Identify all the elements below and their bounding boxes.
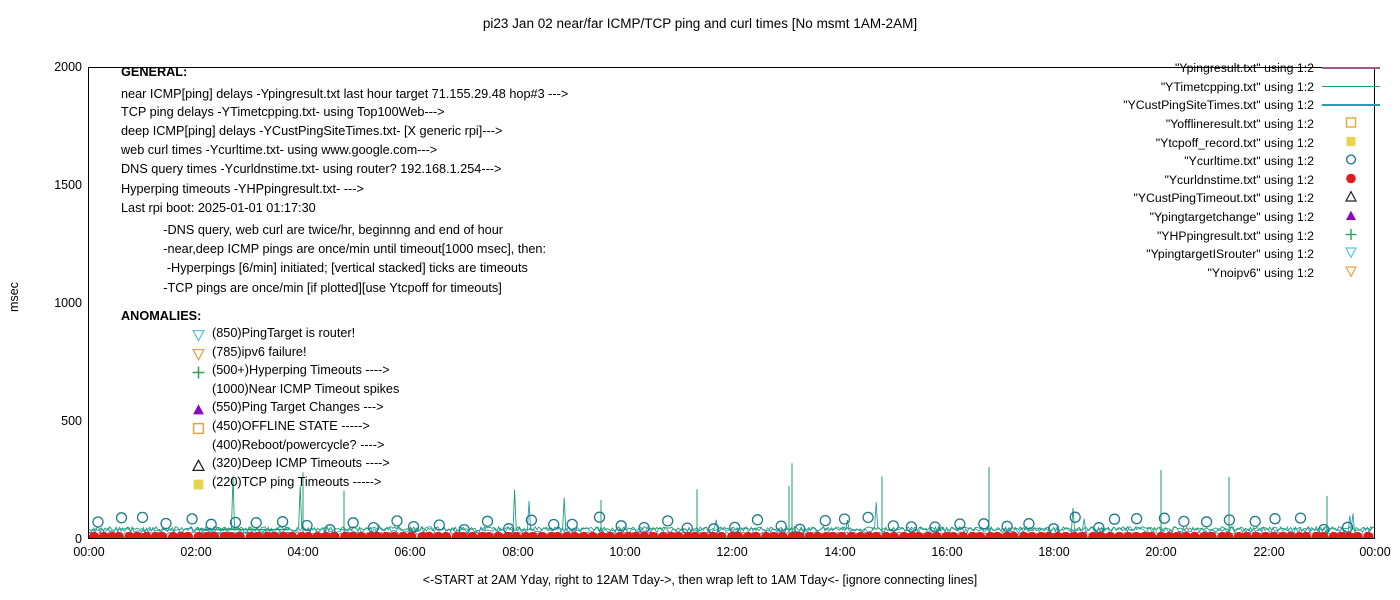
x-tick-6: 12:00: [716, 545, 748, 559]
x-tick-9: 18:00: [1038, 545, 1070, 559]
legend-key-plus-icon: [1322, 227, 1380, 245]
legend-key-tri-down-open-icon: [1322, 264, 1380, 282]
legend-key-circle-fill-icon: [1322, 171, 1380, 189]
plus-icon: [192, 366, 205, 382]
tri-down-open-icon: [192, 348, 205, 364]
legend-key-line-icon: [1322, 59, 1380, 77]
legend-label: "Yofflineresult.txt" using 1:2: [1165, 117, 1314, 132]
y-tick-1500: 1500: [54, 178, 82, 192]
anomaly-label: (850)PingTarget is router!: [212, 326, 356, 340]
legend-key-square-fill-icon: [1322, 134, 1380, 152]
legend-item: [1050, 115, 1380, 134]
page-title: pi23 Jan 02 near/far ICMP/TCP ping and curl times [No msmt 1AM-2AM]: [482, 16, 918, 31]
x-tick-8: 16:00: [931, 545, 963, 559]
legend-label: "YpingtargetISrouter" using 1:2: [1146, 247, 1314, 262]
legend-label: "Ypingresult.txt" using 1:2: [1174, 61, 1314, 76]
x-tick-0: 00:00: [73, 545, 105, 559]
anomaly-item: [188, 419, 608, 438]
general-line-9: -Hyperpings [6/min] initiated; [vertical stacked] ticks are timeouts: [121, 261, 528, 275]
x-tick-10: 20:00: [1145, 545, 1177, 559]
legend-key-circle-open-icon: [1322, 152, 1380, 170]
anomaly-label: (1000)Near ICMP Timeout spikes: [212, 381, 400, 396]
legend-label: "Ycurltime.txt" using 1:2: [1184, 154, 1314, 169]
general-line-1: TCP ping delays -YTimetcpping.txt- using Top100Web--->: [121, 105, 445, 119]
legend-key-line-icon: [1322, 96, 1380, 114]
anomaly-label: (320)Deep ICMP Timeouts ---->: [212, 456, 390, 471]
anomaly-label: (785)ipv6 failure!: [212, 344, 307, 359]
general-line-3: web curl times -Ycurltime.txt- using www.google.com--->: [121, 143, 438, 157]
anomaly-item: [188, 326, 608, 345]
general-line-0: near ICMP[ping] delays -Ypingresult.txt last hour target 71.155.29.48 hop#3 --->: [121, 87, 569, 101]
tri-up-open-icon: [192, 459, 205, 475]
square-fill-icon: [192, 478, 205, 494]
legend-key-tri-up-open-icon: [1322, 189, 1380, 207]
x-axis-label: <-START at 2AM Yday, right to 12AM Tday->, then wrap left to 1AM Tday<- [ignore connecting lines]: [422, 573, 978, 587]
legend-item: [1050, 189, 1380, 208]
anomaly-list: [188, 326, 608, 493]
anomaly-item: [188, 475, 608, 494]
legend-key-tri-up-fill-icon: [1322, 208, 1380, 226]
legend-label: "Ypingtargetchange" using 1:2: [1149, 210, 1314, 225]
anomaly-label: (500+)Hyperping Timeouts ---->: [212, 363, 390, 378]
x-tick-11: 22:00: [1253, 545, 1285, 559]
anomaly-label: (220)TCP ping Timeouts ----->: [212, 474, 382, 489]
anomaly-label: (450)OFFLINE STATE ----->: [212, 418, 370, 433]
anomaly-label: (550)Ping Target Changes --->: [212, 400, 384, 415]
x-tick-1: 02:00: [180, 545, 212, 559]
legend-item: [1050, 96, 1380, 115]
y-tick-1000: 1000: [54, 296, 82, 310]
square-open-icon: [192, 422, 205, 438]
x-tick-4: 08:00: [502, 545, 534, 559]
legend-item: [1050, 59, 1380, 78]
y-axis-ticks: [30, 0, 82, 600]
legend: [1050, 59, 1380, 282]
legend-label: "YHPpingresult.txt" using 1:2: [1156, 228, 1314, 243]
general-line-7: -DNS query, web curl are twice/hr, beginnng and end of hour: [121, 223, 503, 237]
legend-item: [1050, 133, 1380, 152]
legend-key-line-icon: [1322, 78, 1380, 96]
general-heading: GENERAL:: [121, 65, 188, 79]
legend-item: [1050, 171, 1380, 190]
legend-label: "YTimetcpping.txt" using 1:2: [1160, 79, 1314, 94]
x-tick-2: 04:00: [287, 545, 319, 559]
general-line-6: Last rpi boot: 2025-01-01 01:17:30: [121, 201, 316, 215]
legend-label: "Ycurldnstime.txt" using 1:2: [1164, 172, 1314, 187]
tri-down-open-icon: [192, 329, 205, 345]
legend-item: [1050, 78, 1380, 97]
general-line-10: -TCP pings are once/min [if plotted][use Ytcpoff for timeouts]: [121, 281, 502, 295]
legend-label: "YCustPingTimeout.txt" using 1:2: [1133, 191, 1314, 206]
legend-label: "Ynoipv6" using 1:2: [1207, 265, 1314, 280]
anomaly-item: [188, 456, 608, 475]
y-axis-label: msec: [7, 282, 21, 312]
x-tick-5: 10:00: [609, 545, 641, 559]
general-line-8: -near,deep ICMP pings are once/min until timeout[1000 msec], then:: [121, 242, 547, 256]
x-tick-3: 06:00: [394, 545, 426, 559]
general-line-4: DNS query times -Ycurldnstime.txt- using router? 192.168.1.254--->: [121, 162, 502, 176]
legend-item: [1050, 264, 1380, 283]
legend-label: "YCustPingSiteTimes.txt" using 1:2: [1123, 98, 1314, 113]
anomaly-item: [188, 363, 608, 382]
anomaly-label: (400)Reboot/powercycle? ---->: [212, 437, 385, 452]
anomaly-item: [188, 382, 608, 401]
anomaly-item: [188, 400, 608, 419]
x-tick-12: 00:00: [1359, 545, 1391, 559]
legend-key-square-open-icon: [1322, 115, 1380, 133]
y-tick-2000: 2000: [54, 60, 82, 74]
anomaly-item: [188, 345, 608, 364]
legend-item: [1050, 208, 1380, 227]
general-line-5: Hyperping timeouts -YHPpingresult.txt- --->: [121, 182, 364, 196]
y-tick-0: 0: [75, 532, 82, 546]
x-tick-7: 14:00: [824, 545, 856, 559]
anomaly-item: [188, 438, 608, 457]
legend-item: [1050, 245, 1380, 264]
legend-label: "Ytcpoff_record.txt" using 1:2: [1155, 135, 1314, 150]
legend-item: [1050, 226, 1380, 245]
legend-item: [1050, 152, 1380, 171]
y-tick-500: 500: [61, 414, 82, 428]
tri-up-fill-icon: [192, 403, 205, 419]
general-line-2: deep ICMP[ping] delays -YCustPingSiteTimes.txt- [X generic rpi]--->: [121, 124, 503, 138]
anomalies-heading: ANOMALIES:: [121, 309, 202, 323]
legend-key-tri-down-open-icon: [1322, 245, 1380, 263]
